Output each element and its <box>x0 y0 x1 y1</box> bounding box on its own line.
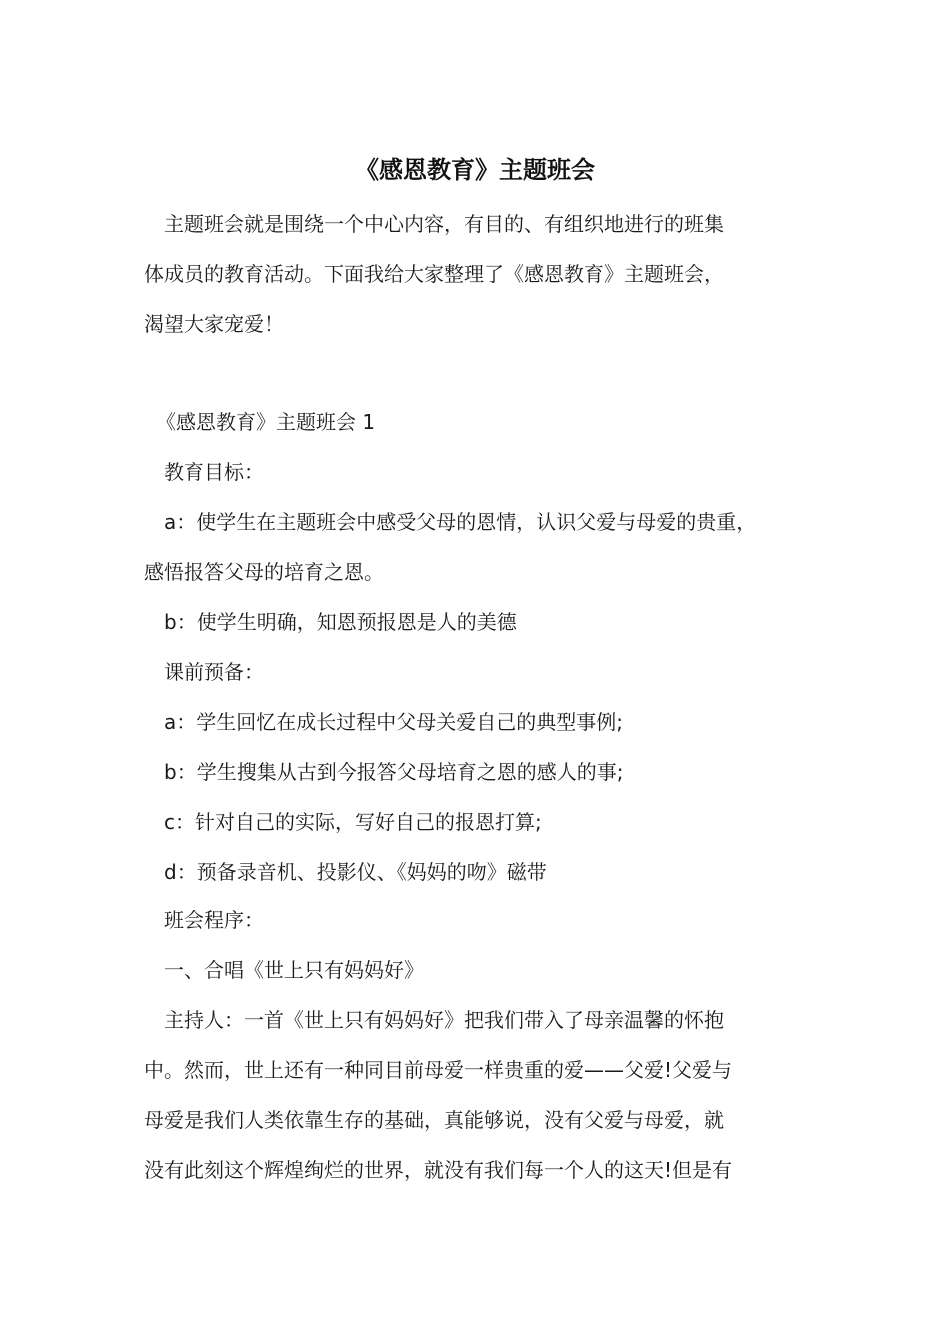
host-line-3: 母爱是我们人类依靠生存的基础，真能够说，没有父爱与母爱，就 <box>144 1108 724 1132</box>
section-heading: 《感恩教育》主题班会 1 <box>156 410 376 434</box>
document-title: 《感恩教育》主题班会 <box>355 156 595 184</box>
prep-item-c: c：针对自己的实际，写好自己的报恩打算; <box>164 810 542 834</box>
host-line-4: 没有此刻这个辉煌绚烂的世界，就没有我们每一个人的这天!但是有 <box>144 1158 733 1182</box>
intro-line-3: 渴望大家宠爱！ <box>144 312 284 336</box>
prep-item-a: a：学生回忆在成长过程中父母关爱自己的典型事例; <box>164 710 623 734</box>
host-line-1: 主持人：一首《世上只有妈妈好》把我们带入了母亲温馨的怀抱 <box>164 1008 724 1032</box>
goals-heading: 教育目标： <box>164 460 264 484</box>
goal-b: b：使学生明确，知恩预报恩是人的美德 <box>164 610 517 634</box>
goal-a-line-1: a：使学生在主题班会中感受父母的恩情，认识父爱与母爱的贵重， <box>164 510 757 534</box>
prep-heading: 课前预备： <box>164 660 264 684</box>
intro-line-2: 体成员的教育活动。下面我给大家整理了《感恩教育》主题班会， <box>144 262 724 286</box>
goal-a-line-2: 感悟报答父母的培育之恩。 <box>144 560 384 584</box>
host-line-2: 中。然而，世上还有一种同目前母爱一样贵重的爱——父爱!父爱与 <box>144 1058 733 1082</box>
program-heading: 班会程序： <box>164 908 264 932</box>
prep-item-d: d：预备录音机、投影仪、《妈妈的吻》磁带 <box>164 860 547 884</box>
step-1: 一、合唱《世上只有妈妈好》 <box>164 958 424 982</box>
intro-line-1: 主题班会就是围绕一个中心内容，有目的、有组织地进行的班集 <box>164 212 724 236</box>
prep-item-b: b：学生搜集从古到今报答父母培育之恩的感人的事; <box>164 760 624 784</box>
